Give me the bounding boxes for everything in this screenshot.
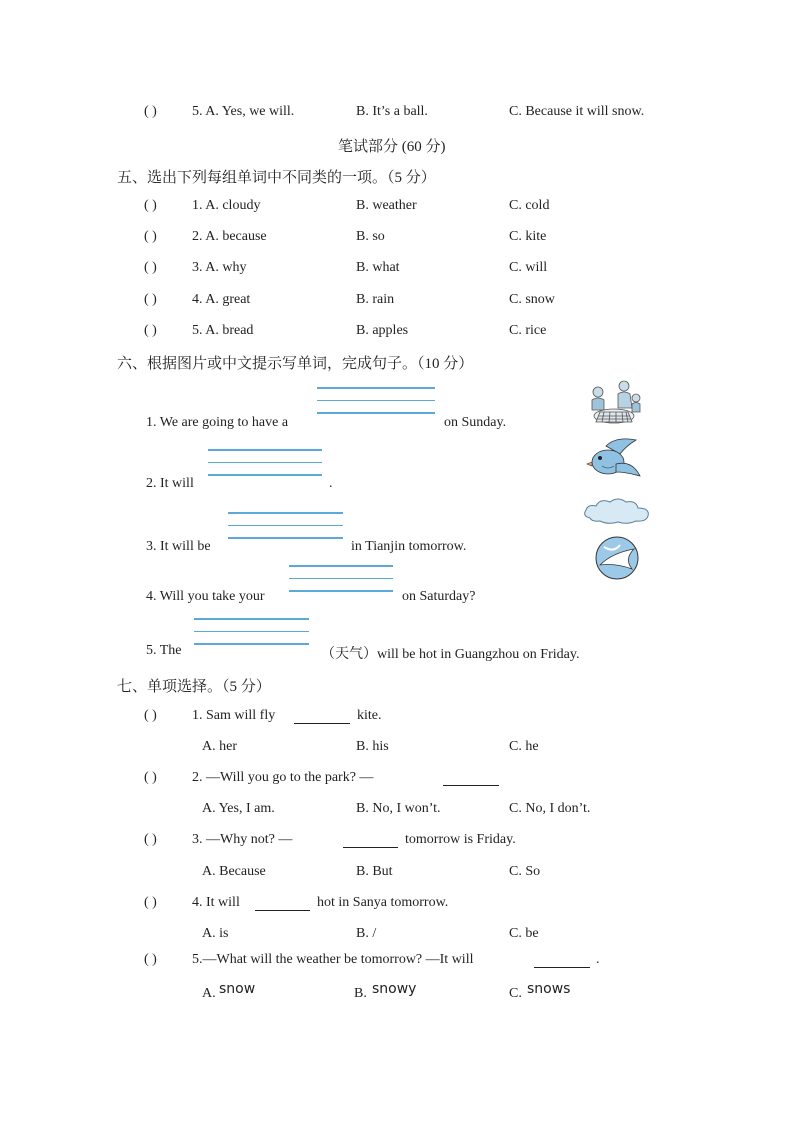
question-text: 5.—What will the weather be tomorrow? —It will [192, 952, 474, 967]
option-b: B. rain [356, 292, 395, 307]
option-b[interactable]: snowy [372, 981, 417, 997]
option-c[interactable]: C. So [509, 864, 541, 879]
writing-lines[interactable] [317, 387, 435, 414]
question-text: 4. It will [192, 895, 240, 910]
option-b: B. apples [356, 323, 409, 338]
writing-lines[interactable] [228, 512, 343, 539]
answer-paren[interactable]: ( ) [144, 895, 157, 910]
option-b: B. what [356, 260, 400, 275]
section7-title: 七、单项选择。（5 分） [117, 679, 271, 695]
bird-picture [586, 436, 642, 482]
written-part-title: 笔试部分 (60 分) [338, 139, 446, 155]
option-c-letter: C. [509, 986, 522, 1001]
answer-paren[interactable]: ( ) [144, 260, 157, 275]
answer-blank[interactable] [443, 784, 499, 786]
option-a: 2. A. because [192, 229, 267, 244]
question-text: 2. —Will you go to the park? — [192, 770, 374, 785]
picnic-picture [586, 378, 642, 426]
option-a: 1. A. cloudy [192, 198, 261, 213]
sentence-prefix: 2. It will [146, 476, 194, 491]
sentence-suffix: . [329, 476, 333, 491]
answer-blank[interactable] [255, 909, 310, 911]
option-a[interactable]: A. Because [202, 864, 266, 879]
writing-lines[interactable] [194, 618, 309, 645]
option-b[interactable]: B. his [356, 739, 389, 754]
option-a: 5. A. Yes, we will. [192, 104, 295, 119]
answer-paren[interactable]: ( ) [144, 708, 157, 723]
option-c[interactable]: C. be [509, 926, 539, 941]
option-c: C. rice [509, 323, 547, 338]
option-c: C. cold [509, 198, 550, 213]
question-text: 3. —Why not? — [192, 832, 293, 847]
writing-lines[interactable] [289, 565, 393, 592]
option-a: 5. A. bread [192, 323, 254, 338]
answer-paren[interactable]: ( ) [144, 770, 157, 785]
writing-lines[interactable] [208, 449, 322, 476]
question-text: kite. [357, 708, 382, 723]
option-c: C. will [509, 260, 548, 275]
option-a-letter: A. [202, 986, 216, 1001]
option-b: B. weather [356, 198, 417, 213]
option-b[interactable]: B. But [356, 864, 393, 879]
option-b[interactable]: B. No, I won’t. [356, 801, 441, 816]
question-text: tomorrow is Friday. [405, 832, 516, 847]
option-c[interactable]: snows [527, 981, 571, 997]
option-a[interactable]: A. her [202, 739, 237, 754]
ball-picture [594, 535, 640, 581]
option-c[interactable]: C. No, I don’t. [509, 801, 591, 816]
option-c[interactable]: C. he [509, 739, 539, 754]
question-text: 1. Sam will fly [192, 708, 276, 723]
option-c: C. kite [509, 229, 547, 244]
answer-paren[interactable]: ( ) [144, 832, 157, 847]
option-a: 3. A. why [192, 260, 247, 275]
sentence-prefix: 4. Will you take your [146, 589, 265, 604]
option-a: 4. A. great [192, 292, 251, 307]
sentence-suffix: on Sunday. [444, 415, 507, 430]
option-b: B. It’s a ball. [356, 104, 428, 119]
sentence-suffix: on Saturday? [402, 589, 476, 604]
question-text: hot in Sanya tomorrow. [317, 895, 449, 910]
sentence-suffix: （天气）will be hot in Guangzhou on Friday. [321, 647, 580, 662]
answer-paren[interactable]: ( ) [144, 104, 157, 119]
answer-blank[interactable] [534, 966, 590, 968]
section5-title: 五、选出下列每组单词中不同类的一项。（5 分） [117, 170, 436, 186]
sentence-prefix: 3. It will be [146, 539, 211, 554]
cloud-picture [582, 496, 652, 526]
section6-title: 六、根据图片或中文提示写单词，完成句子。（10 分） [117, 356, 474, 372]
option-b-letter: B. [354, 986, 367, 1001]
sentence-prefix: 1. We are going to have a [146, 415, 289, 430]
sentence-prefix: 5. The [146, 643, 182, 658]
option-c: C. Because it will snow. [509, 104, 645, 119]
sentence-suffix: in Tianjin tomorrow. [351, 539, 467, 554]
answer-blank[interactable] [294, 722, 350, 724]
option-a[interactable]: snow [219, 981, 256, 997]
option-a[interactable]: A. Yes, I am. [202, 801, 275, 816]
question-text: . [596, 952, 600, 967]
answer-paren[interactable]: ( ) [144, 952, 157, 967]
option-b[interactable]: B. / [356, 926, 377, 941]
answer-paren[interactable]: ( ) [144, 198, 157, 213]
option-b: B. so [356, 229, 385, 244]
answer-paren[interactable]: ( ) [144, 292, 157, 307]
answer-blank[interactable] [343, 846, 398, 848]
answer-paren[interactable]: ( ) [144, 229, 157, 244]
answer-paren[interactable]: ( ) [144, 323, 157, 338]
option-c: C. snow [509, 292, 555, 307]
option-a[interactable]: A. is [202, 926, 229, 941]
